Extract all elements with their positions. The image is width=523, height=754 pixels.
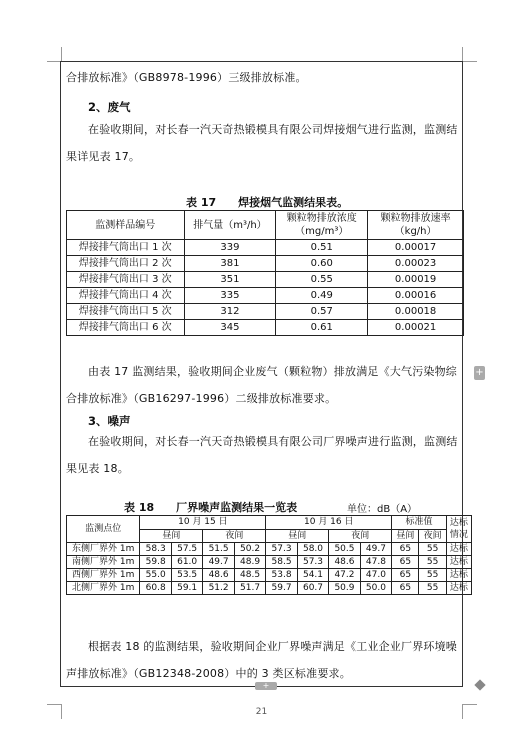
table18-cell: 58.0 <box>297 543 328 556</box>
table18-header-day2: 10 月 16 日 <box>266 516 392 530</box>
page-number: 21 <box>255 707 268 717</box>
table18-cell: 53.8 <box>266 569 297 582</box>
table18-cell: 60.8 <box>140 582 171 595</box>
table18-cell: 55 <box>419 569 446 582</box>
table17-cell: 焊接排气筒出口 6 次 <box>67 320 185 336</box>
table18-cell: 60.7 <box>297 582 328 595</box>
heading-waste-gas: 2、废气 <box>88 100 131 114</box>
table18-cell: 49.7 <box>203 556 234 569</box>
table17-cell: 焊接排气筒出口 5 次 <box>67 304 185 320</box>
expand-side-button[interactable]: + <box>475 367 484 378</box>
table18-cell: 48.9 <box>234 556 265 569</box>
table17-cell: 381 <box>184 256 276 272</box>
table17-cell: 335 <box>184 288 276 304</box>
table17-cell: 0.57 <box>276 304 368 320</box>
table-row <box>67 569 472 582</box>
paragraph-gas-monitoring: 在验收期间，对长春一汽天奇热锻模具有限公司焊接烟气进行监测，监测结果详见表 17。 <box>66 123 458 163</box>
table17-header-flow: 排气量（m³/h） <box>184 211 276 240</box>
table17-caption: 表 17 焊接烟气监测结果表。 <box>186 196 349 209</box>
table18-header-day1: 10 月 15 日 <box>140 516 266 530</box>
table-row <box>67 582 472 595</box>
table18-day2-daytime: 昼间 <box>266 529 329 543</box>
table18-cell: 58.5 <box>266 556 297 569</box>
table18-cell: 65 <box>392 543 419 556</box>
table17-cell: 0.00019 <box>368 272 464 288</box>
table17-cell: 0.00016 <box>368 288 464 304</box>
table18-header-row-1 <box>67 516 472 530</box>
table-row <box>67 320 464 336</box>
heading-noise: 3、噪声 <box>88 414 131 428</box>
table17-cell: 0.00017 <box>368 240 464 256</box>
table18-cell: 49.7 <box>360 543 391 556</box>
table18-cell: 57.3 <box>297 556 328 569</box>
table18-header-result: 达标情况 <box>446 516 471 543</box>
table17-cell: 0.61 <box>276 320 368 336</box>
table18-cell: 54.1 <box>297 569 328 582</box>
table18-cell: 57.5 <box>171 543 202 556</box>
paragraph-standard: 合排放标准》（GB8978-1996）三级排放标准。 <box>66 71 307 84</box>
table17-cell: 339 <box>184 240 276 256</box>
table18-cell: 北侧厂界外 1m <box>67 582 140 595</box>
table18-cell: 南侧厂界外 1m <box>67 556 140 569</box>
table18-cell: 59.8 <box>140 556 171 569</box>
table-row <box>67 304 464 320</box>
crop-mark-top-right <box>462 47 477 62</box>
table18-cell: 65 <box>392 569 419 582</box>
table18-boundary-noise <box>66 515 472 595</box>
table18-cell: 65 <box>392 582 419 595</box>
table17-cell: 345 <box>184 320 276 336</box>
table18-cell: 55 <box>419 582 446 595</box>
table18-cell: 55 <box>419 556 446 569</box>
table18-cell: 50.2 <box>234 543 265 556</box>
table17-cell: 焊接排气筒出口 4 次 <box>67 288 185 304</box>
table-row <box>67 240 464 256</box>
table18-cell: 51.5 <box>203 543 234 556</box>
table17-header-row <box>67 211 464 240</box>
table18-caption: 表 18 厂界噪声监测结果一览表 <box>124 501 298 514</box>
table18-cell: 47.2 <box>329 569 360 582</box>
paragraph-noise-conclusion: 根据表 18 的监测结果，验收期间企业厂界噪声满足《工业企业厂界环境噪声排放标准》（GB12348-2008）中的 3 类区标准要求。 <box>66 640 457 680</box>
table18-cell: 51.2 <box>203 582 234 595</box>
table18-cell: 48.6 <box>329 556 360 569</box>
table17-cell: 焊接排气筒出口 3 次 <box>67 272 185 288</box>
table18-cell: 55 <box>419 543 446 556</box>
table18-cell: 50.0 <box>360 582 391 595</box>
table17-cell: 0.00021 <box>368 320 464 336</box>
table17-cell: 0.49 <box>276 288 368 304</box>
table18-header-standard: 标准值 <box>392 516 447 530</box>
table18-cell: 61.0 <box>171 556 202 569</box>
paragraph-gas-conclusion: 由表 17 监测结果，验收期间企业废气（颗粒物）排放满足《大气污染物综合排放标准》（GB16297-1996）二级排放标准要求。 <box>66 365 457 405</box>
table-row <box>67 556 472 569</box>
table18-cell: 58.3 <box>140 543 171 556</box>
table18-cell: 47.8 <box>360 556 391 569</box>
crop-mark-top-left <box>47 47 62 62</box>
table17-cell: 0.51 <box>276 240 368 256</box>
table18-cell: 47.0 <box>360 569 391 582</box>
table18-cell: 西侧厂界外 1m <box>67 569 140 582</box>
table17-cell: 焊接排气筒出口 2 次 <box>67 256 185 272</box>
table18-cell: 59.7 <box>266 582 297 595</box>
table-row <box>67 543 472 556</box>
table17-header-rate: 颗粒物排放速率（kg/h） <box>368 211 464 240</box>
table18-cell: 55.0 <box>140 569 171 582</box>
table-row <box>67 288 464 304</box>
table-row <box>67 272 464 288</box>
table18-cell: 53.5 <box>171 569 202 582</box>
table18-header-point: 监测点位 <box>67 516 140 543</box>
table18-cell: 51.7 <box>234 582 265 595</box>
table18-day1-daytime: 昼间 <box>140 529 203 543</box>
table17-cell: 0.00018 <box>368 304 464 320</box>
table17-cell: 0.00023 <box>368 256 464 272</box>
table18-cell: 达标 <box>446 556 471 569</box>
table-row <box>67 256 464 272</box>
table18-cell: 东侧厂界外 1m <box>67 543 140 556</box>
table18-cell: 65 <box>392 556 419 569</box>
table17-cell: 312 <box>184 304 276 320</box>
table18-cell: 达标 <box>446 569 471 582</box>
table17-header-sample: 监测样品编号 <box>67 211 185 240</box>
resize-corner-icon[interactable] <box>474 679 485 690</box>
expand-bottom-button[interactable]: + <box>255 682 277 690</box>
table18-day1-night: 夜间 <box>203 529 266 543</box>
table18-cell: 50.5 <box>329 543 360 556</box>
paragraph-noise-monitoring: 在验收期间，对长春一汽天奇热锻模具有限公司厂界噪声进行监测，监测结果见表 18。 <box>66 435 458 475</box>
table17-header-concentration: 颗粒物排放浓度（mg/m³） <box>276 211 368 240</box>
table18-cell: 59.1 <box>171 582 202 595</box>
table18-cell: 50.9 <box>329 582 360 595</box>
table18-day2-night: 夜间 <box>329 529 392 543</box>
table17-cell: 0.60 <box>276 256 368 272</box>
table18-cell: 48.6 <box>203 569 234 582</box>
table17-welding-fume <box>66 210 464 336</box>
table18-std-night: 夜间 <box>419 529 446 543</box>
table18-unit: 单位：dB（A） <box>347 504 418 515</box>
table18-cell: 57.3 <box>266 543 297 556</box>
table18-cell: 48.5 <box>234 569 265 582</box>
table18-std-daytime: 昼间 <box>392 529 419 543</box>
table17-cell: 0.55 <box>276 272 368 288</box>
table17-cell: 焊接排气筒出口 1 次 <box>67 240 185 256</box>
table18-cell: 达标 <box>446 582 471 595</box>
table18-cell: 达标 <box>446 543 471 556</box>
table17-cell: 351 <box>184 272 276 288</box>
